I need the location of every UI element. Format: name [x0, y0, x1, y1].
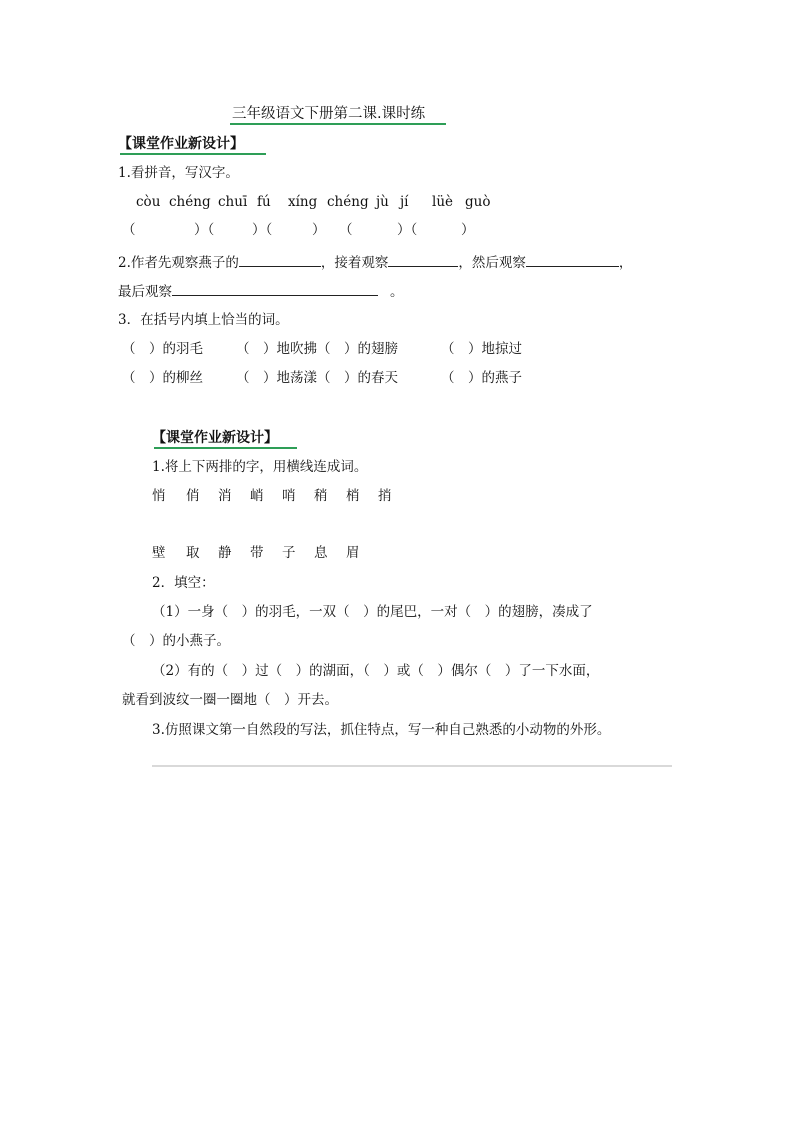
q2-text: 最后观察 — [118, 284, 172, 300]
q3-cell: （ ）的羽毛 — [122, 341, 203, 357]
pinyin: chéng — [327, 194, 369, 210]
bracket: ）（ — [397, 222, 418, 238]
top-character-row — [0, 487, 793, 505]
s2-q1-prompt: 1.将上下两排的字，用横线连成词。 — [152, 459, 368, 475]
bracket: ） — [312, 222, 326, 238]
pinyin: fú — [257, 194, 271, 210]
bottom-character-row — [0, 544, 793, 562]
character: 峭 — [250, 488, 264, 504]
pinyin: chuī — [218, 194, 248, 210]
character: 哨 — [282, 488, 296, 504]
s2-q2-p2-line2: 就看到波纹一圈一圈地（ ）开去。 — [122, 692, 338, 708]
q2-text: ，然后观察 — [458, 255, 526, 271]
character: 悄 — [152, 488, 166, 504]
character: 眉 — [346, 545, 360, 561]
bracket: （ — [122, 222, 136, 238]
character: 带 — [250, 545, 264, 561]
s2-q2-prompt: 2．填空： — [152, 575, 215, 591]
character: 消 — [218, 488, 232, 504]
bracket: ） — [461, 222, 475, 238]
q3-cell: （ ）的燕子 — [441, 370, 522, 386]
answer-bracket-row — [0, 221, 793, 239]
q3-cell: （ ）地荡漾（ ）的春天 — [236, 370, 398, 386]
q2-text: ，接着观察 — [320, 255, 389, 271]
q2-text: ， — [618, 255, 633, 271]
pinyin: jí — [400, 194, 409, 210]
q2-text: 2.作者先观察燕子的 — [118, 255, 239, 271]
character: 息 — [314, 545, 328, 561]
bracket: ）（ — [252, 222, 273, 238]
section1-heading-underline — [120, 153, 266, 155]
pinyin: guò — [465, 194, 491, 210]
character: 取 — [186, 545, 200, 561]
s2-q3-prompt: 3.仿照课文第一自然段的写法，抓住特点，写一种自己熟悉的小动物的外形。 — [152, 722, 611, 738]
character: 梢 — [346, 488, 360, 504]
bracket: ）（ — [194, 222, 215, 238]
character: 捎 — [378, 488, 392, 504]
q2-text: 。 — [390, 284, 404, 300]
q3-cell: （ ）地掠过 — [441, 341, 522, 357]
q3-cell: （ ）地吹拂（ ）的翅膀 — [236, 341, 398, 357]
pinyin: jù — [376, 194, 389, 210]
s2-q2-p1-line2: （ ）的小燕子。 — [122, 633, 230, 649]
answer-blank[interactable] — [239, 252, 321, 267]
answer-blank[interactable] — [388, 252, 458, 267]
q3-prompt: 3．在括号内填上恰当的词。 — [118, 312, 289, 328]
character: 稍 — [314, 488, 328, 504]
s2-q2-p2-line1: （2）有的（ ）过（ ）的湖面，（ ）或（ ）偶尔（ ）了一下水面， — [152, 663, 600, 679]
q2-line1 — [118, 252, 632, 272]
page-title: 三年级语文下册第二课.课时练 — [232, 106, 426, 122]
bracket: （ — [339, 222, 353, 238]
s2-q2-p1-line1: （1）一身（ ）的羽毛，一双（ ）的尾巴，一对（ ）的翅膀，凑成了 — [152, 604, 593, 620]
character: 壁 — [152, 545, 166, 561]
section2-heading: 【课堂作业新设计】 — [152, 430, 278, 446]
writing-line — [152, 765, 672, 767]
character: 俏 — [186, 488, 200, 504]
section1-heading: 【课堂作业新设计】 — [118, 136, 244, 152]
pinyin: chéng — [169, 194, 211, 210]
answer-blank[interactable] — [172, 281, 378, 296]
section2-heading-underline — [154, 447, 297, 449]
q3-cell: （ ）的柳丝 — [122, 370, 203, 386]
pinyin: lüè — [432, 194, 454, 210]
title-underline — [230, 123, 446, 125]
pinyin: còu — [136, 194, 161, 210]
character: 静 — [218, 545, 232, 561]
character: 子 — [282, 545, 296, 561]
pinyin-row — [0, 193, 793, 211]
q2-line2 — [118, 281, 404, 301]
pinyin: xíng — [288, 194, 318, 210]
answer-blank[interactable] — [526, 252, 619, 267]
q1-prompt: 1.看拼音，写汉字。 — [118, 165, 239, 181]
